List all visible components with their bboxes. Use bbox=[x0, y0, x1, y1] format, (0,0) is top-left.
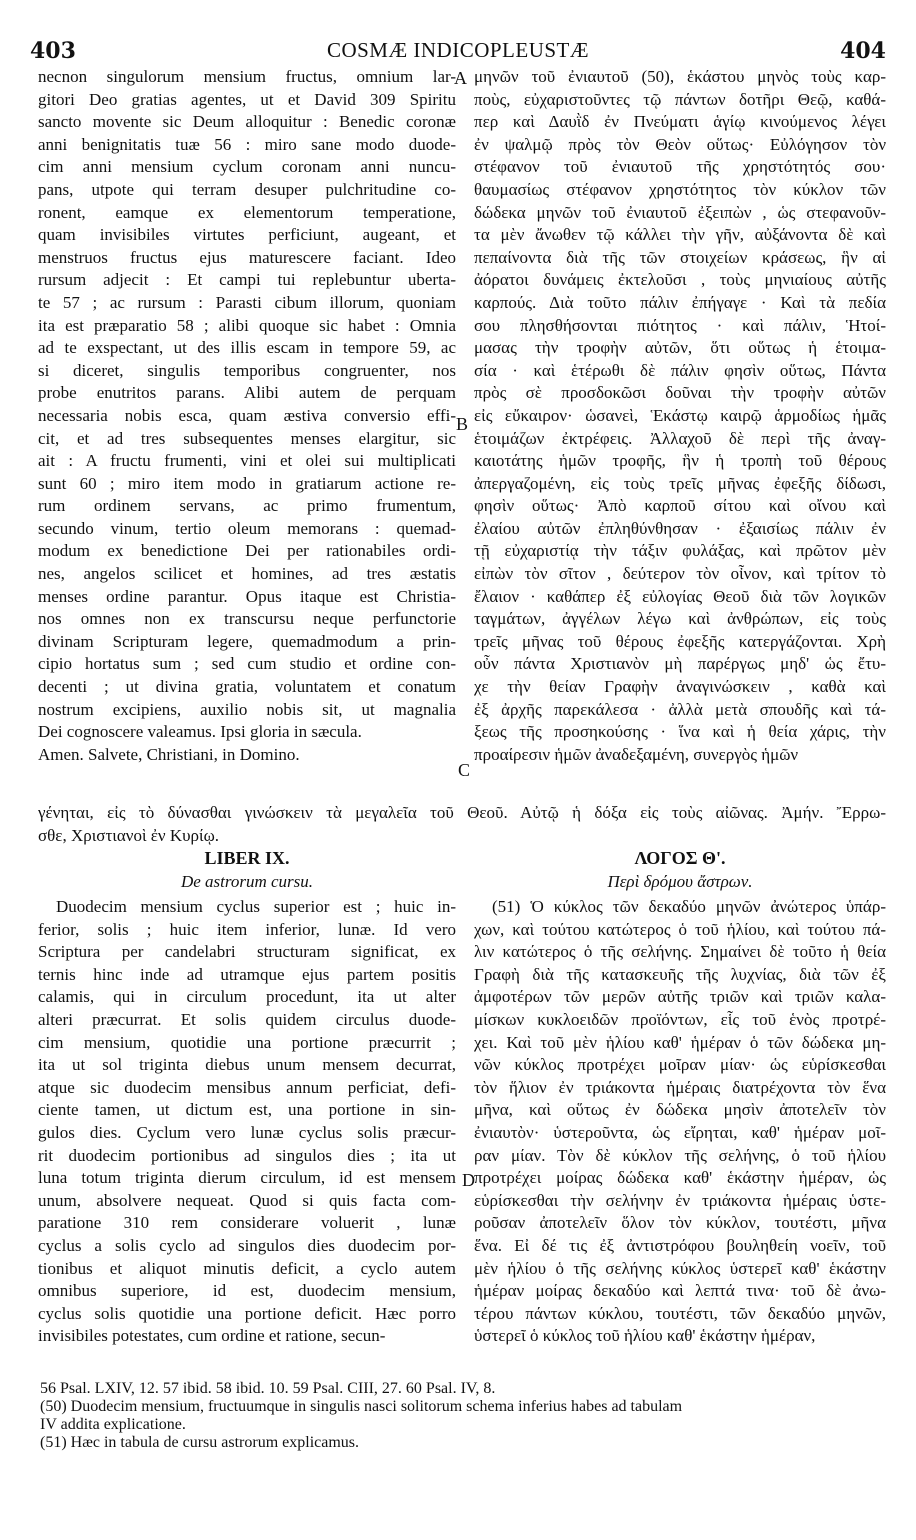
text-line: paratione 310 rem considerare voluerit , lunæ bbox=[38, 1213, 456, 1233]
footnote-line: (50) Duodecim mensium, fructuumque in singulis nasci solitorum schema inferius habes ad tabulam bbox=[40, 1398, 683, 1415]
text-line: ait : A fructu frumenti, vini et olei sui multiplicati bbox=[38, 451, 456, 471]
text-line: πεπαίνοντα διὰ τῆς τῶν στοιχείων κράσεως, ἣν αἱ bbox=[474, 247, 886, 267]
text-line: γένηται, εἰς τὸ δύνασθαι γινώσκειν τὰ μεγαλεῖα τοῦ Θεοῦ. Αὐτῷ ἡ δόξα εἰς τοὺς αἰῶνας. Ἀμήν. Ἔρρω- bbox=[38, 803, 886, 822]
text-line: χει. Καὶ τοῦ μὲν ἡλίου καθ' ἡμέραν ὁ τῶν δώδεκα μη- bbox=[474, 1032, 886, 1052]
footnotes bbox=[40, 1380, 886, 1452]
text-line: προαίρεσιν ἡμῶν ἀναδεξαμένη, συνεργὸς ἡμῶν bbox=[474, 744, 799, 764]
text-line: εὑρίσκεσθαι τὴν σελήνην ἐν τριάκοντα ἡμέραις ὑστε- bbox=[474, 1190, 886, 1210]
greek-column-top bbox=[474, 66, 886, 766]
text-line: ronent, eamque ex elementorum temperatione, bbox=[38, 202, 456, 222]
text-line: Γραφὴ διὰ τῆς κατασκευῆς τῆς λυχνίας, διὰ τῶν ἐξ bbox=[474, 964, 886, 984]
text-line: ραν μίαν. Τὸν δὲ κύκλον τῆς σελήνης, ὁ τοῦ ἡλίου bbox=[474, 1145, 886, 1165]
text-line: nostrum excipiens, auxilio nobis sit, ut magnalia bbox=[38, 699, 456, 719]
text-line: tionibus et aliquot minutis deficit, a cyclo autem bbox=[38, 1258, 456, 1278]
text-line: μασας τὴν τροφὴν αὐτῶν, ὅτι οὕτως ἡ ἑτοιμα- bbox=[474, 338, 886, 358]
text-line: καιοτάτης ἡμῶν τροφῆς, ἣν ἡ τροπὴ τοῦ θέρους bbox=[474, 451, 886, 471]
text-line: ἔλαιον · καθάπερ ἐξ εὐλογίας Θεοῦ διὰ τῶν λογικῶν bbox=[474, 586, 886, 606]
margin-letter-d: D bbox=[462, 1170, 475, 1190]
text-line: cyclus a solis cyclo ad singulos dies duodecim por- bbox=[38, 1235, 456, 1255]
text-line: cim mensium, quotidie una portione præcurrit ; bbox=[38, 1032, 456, 1052]
text-line: menses ordine parantur. Opus itaque est Christia- bbox=[38, 586, 456, 606]
text-line: στέφανον τοῦ ἐνιαυτοῦ τῆς χρηστότητός σου· bbox=[474, 157, 886, 177]
text-line: Scriptura per candelabri structuram significat, ex bbox=[38, 942, 456, 962]
margin-letter-c: C bbox=[458, 760, 471, 780]
text-line: τρεῖς μῆνας τοῦ θέρους ἐφεξῆς κατεργάζονται. Χρὴ bbox=[474, 631, 886, 651]
text-line: ad te exspectant, ut des illis escam in tempore 59, ac bbox=[38, 338, 456, 358]
text-line: atque sic duodecim mensibus annum perficiat, defi- bbox=[38, 1077, 456, 1097]
text-line: gitori Deo gratias agentes, ut et David 309 Spiritu bbox=[38, 89, 456, 109]
text-line: δώδεκα μηνῶν τοῦ ἐνιαυτοῦ ἐξειπὼν , ὡς στεφανοῦν- bbox=[474, 202, 886, 222]
text-line: φησὶν οὕτως· Ἀπὸ καρποῦ σίτου καὶ οἴνου καὶ bbox=[474, 496, 886, 516]
text-line: ξεως τῆς προσηκούσης · ἵνα καὶ ἡ θεία χάρις, τὴν bbox=[474, 722, 886, 742]
text-line: λιν κατώτερος ὁ τῆς σελήνης. Σημαίνει δὲ τοῦτο ἡ θεία bbox=[474, 942, 886, 962]
text-line: Amen. Salvete, Christiani, in Domino. bbox=[38, 744, 300, 764]
text-line: probe enutritos parans. Alibi autem de perquam bbox=[38, 383, 456, 403]
text-line: rursum adjecit : Et campi tui replebuntur uberta- bbox=[38, 270, 456, 290]
text-line: οὖν πάντα Χριστιανὸν μὴ παρέργως μηδ' ὡς ἔτυ- bbox=[474, 654, 886, 674]
running-title: COSMÆ INDICOPLEUSTÆ bbox=[326, 38, 590, 62]
text-line: ἀπεργαζομένη, εἰς τοὺς τρεῖς μῆνας ἐφεξῆς δίδωσι, bbox=[474, 473, 886, 493]
text-line: invisibiles potestates, cum ordine et ratione, secun- bbox=[38, 1326, 386, 1346]
text-line: Duodecim mensium cyclus superior est ; huic in- bbox=[56, 897, 456, 916]
text-line: θαυμασίως στέφανον χρηστότητος τὸν κύκλον τῶν bbox=[474, 179, 886, 199]
text-line: προτρέχει μοίρας δώδεκα καθ' ἑκάστην ἡμέραν, ὡς bbox=[474, 1168, 886, 1188]
text-line: μῆνα, καὶ οὕτως ἐν δώδεκα μησὶν ἀποτελεῖν τὸν bbox=[474, 1100, 886, 1120]
text-line: divinam Scripturam legere, quemadmodum a prin- bbox=[38, 631, 456, 651]
text-line: εἰς εὔκαιρον· ὡσανεὶ, Ἑκάστῳ καιρῷ ἁρμοδίως ἡμᾶς bbox=[474, 405, 886, 425]
text-line: modum ex benedictione Dei per rationabiles ordi- bbox=[38, 541, 456, 561]
greek-column-bottom bbox=[474, 896, 886, 1348]
text-line: omnibus superiore, id est, duodecim mensium, bbox=[38, 1281, 456, 1301]
margin-letter-a: A bbox=[454, 68, 467, 88]
text-line: ἐν ψαλμῷ πρὸς τὸν Θεὸν οὕτως· Εὐλόγησον τὸν bbox=[474, 134, 886, 154]
text-line: cim anni mensium cyclum coronam anni nuncu- bbox=[38, 157, 456, 177]
text-line: cipio hortatus sum ; sed cum studio et ordine con- bbox=[38, 654, 456, 674]
text-line: menstruos fructus ejus maturescere faciant. Ideo bbox=[38, 247, 456, 267]
text-line: περ καὶ Δαυῒδ ἐν Πνεύματι ἁγίῳ κινούμενος λέγει bbox=[474, 112, 886, 132]
text-line: σθε, Χριστιανοὶ ἐν Κυρίῳ. bbox=[38, 825, 220, 845]
text-line: τὸν ἥλιον ἐν τριάκοντα ἡμέραις διατρέχοντα τὸν ἕνα bbox=[474, 1077, 886, 1097]
latin-book-title: LIBER IX. bbox=[204, 848, 290, 868]
text-line: ἐνιαυτὸν· ὑστεροῦντα, ὡς εἴρηται, καθ' ἡμέραν μοῖ- bbox=[474, 1122, 886, 1142]
text-line: ἑτοιμάζων ἐκτρέφεις. Ἀλλαχοῦ δὲ περὶ τῆς ἀναγ- bbox=[474, 428, 886, 448]
text-line: cyclus solis quotidie una portione deficit. Hæc porro bbox=[38, 1303, 456, 1323]
text-line: τέρου πάντων κύκλου, τουτέστι, τῶν δεκαδύο μηνῶν, bbox=[474, 1303, 886, 1323]
footnote-line: 56 Psal. LXIV, 12. 57 ibid. 58 ibid. 10. 59 Psal. CIII, 27. 60 Psal. IV, 8. bbox=[40, 1380, 496, 1397]
text-line: quam invisibiles virtutes perficiunt, augeant, et bbox=[38, 225, 456, 245]
text-line: ἀόρατοι δυνάμεις ἐκτελοῦσι , τοὺς μηνιαίους αὐτῆς bbox=[474, 270, 886, 290]
text-line: τῇ εὐχαριστίᾳ τὴν τάξιν φυλάξας, καὶ πρῶτον μὲν bbox=[474, 541, 886, 561]
text-line: Dei cognoscere valeamus. Ipsi gloria in sæcula. bbox=[38, 722, 362, 742]
text-line: calamis, qui in circulum procedunt, ita ut alter bbox=[38, 987, 456, 1007]
text-line: (51) Ὁ κύκλος τῶν δεκαδύο μηνῶν ἀνώτερος ὑπάρ- bbox=[492, 897, 886, 916]
text-line: καρπούς. Διὰ τοῦτο πάλιν ἐπήγαγε · Καὶ τὰ πεδία bbox=[474, 292, 886, 312]
text-line: secundo vinum, tertio oleum memorans : quemad- bbox=[38, 518, 456, 538]
text-line: μηνῶν τοῦ ἐνιαυτοῦ (50), ἑκάστου μηνὸς τοὺς καρ- bbox=[474, 67, 886, 86]
text-line: nes, angelos scilicet et homines, ad tres æstatis bbox=[38, 564, 456, 584]
text-line: σία · καὶ ἑτέρωθι δὲ πάλιν φησὶν οὕτως, Πάντα bbox=[474, 360, 886, 380]
text-line: μὲν ἡλίου ὁ τῆς σελήνης κύκλος ὑστερεῖ καθ' ἑκάστην bbox=[474, 1258, 886, 1278]
text-line: πρὸς σὲ προσδοκῶσι δοῦναι τὴν τροφὴν αὐτῶν bbox=[474, 383, 886, 403]
text-line: ὑστερεῖ ὁ κύκλος τοῦ ἡλίου καθ' ἑκάστην ἡμέραν, bbox=[474, 1326, 816, 1346]
text-line: alteri præcurrat. Et solis quidem circulus duode- bbox=[38, 1009, 456, 1029]
greek-book-title: ΛΟΓΟΣ Θ'. bbox=[634, 848, 726, 868]
text-line: ἐλαίου αὐτῶν ἐπληθύνθησαν · ἐξαισίως πάλιν ἐν bbox=[474, 518, 886, 538]
running-header bbox=[30, 38, 886, 68]
text-line: ἕνα. Εἰ δέ τις ἐξ ἀντιστρόφου βουληθείη νοεῖν, τοῦ bbox=[474, 1235, 886, 1255]
text-line: ἡμέραν μοίρας δεκαδύο καὶ λεπτά τινα· τοῦ δὲ ἀνω- bbox=[474, 1281, 886, 1301]
text-line: ἐξ ἀρχῆς παρεκάλεσα · ἀλλὰ μετὰ σπουδῆς καὶ τά- bbox=[474, 699, 886, 719]
text-line: ferior, solis ; huic item inferior, lunæ. Id vero bbox=[38, 919, 456, 939]
text-line: anni benignitatis tuæ 56 : miro sane modo duode- bbox=[38, 134, 456, 154]
page-number-left: 403 bbox=[30, 38, 76, 64]
text-line: nos omnes non ex transcursu neque perfunctorie bbox=[38, 609, 456, 629]
text-line: μίσκων κυκλοειδῶν προϊόντων, εἷς τοῦ ἑνὸς προτρέ- bbox=[474, 1009, 886, 1029]
latin-book-subtitle: De astrorum cursu. bbox=[180, 872, 314, 891]
footnote-line: IV addita explicatione. bbox=[40, 1416, 186, 1433]
greek-spanning-lines bbox=[38, 802, 886, 847]
text-line: χε τὴν θείαν Γραφὴν ἀναγινώσκειν , καθὰ καὶ bbox=[474, 677, 886, 697]
text-line: sancto movente sic Deum alloquitur : Benedic coronæ bbox=[38, 112, 456, 132]
text-line: νῶν κύκλος προτρέχει μοῖραν μίαν· ὡς εὑρίσκεσθαι bbox=[474, 1055, 886, 1075]
text-line: luna totum triginta dierum circulum, id est mensem bbox=[38, 1168, 456, 1188]
text-line: ροῦσαν ἀποτελεῖν ὅλον τὸν κύκλον, τουτέστι, μῆνα bbox=[474, 1213, 886, 1233]
text-line: ternis hinc inde ad utramque ejus partem positis bbox=[38, 964, 456, 984]
latin-column-bottom bbox=[38, 896, 456, 1348]
text-line: ita ut sol triginta diebus unum mensem decurrat, bbox=[38, 1055, 456, 1075]
text-line: necnon singulorum mensium fructus, omnium lar- bbox=[38, 67, 456, 86]
text-line: τα μὲν ἄνωθεν τῷ κάλλει τὴν γῆν, αὐξάνοντα δὲ καὶ bbox=[474, 225, 886, 245]
text-line: decenti ; ut divina gratia, voluntatem et conatum bbox=[38, 677, 456, 697]
text-line: ἀμφοτέρων τῶν μερῶν αὐτῆς τριῶν καὶ τριῶν καλα- bbox=[474, 987, 886, 1007]
text-line: ita est præparatio 58 ; alibi quoque sic habet : Omnia bbox=[38, 315, 456, 335]
text-line: te 57 ; ac rursum : Parasti cibum illorum, quoniam bbox=[38, 292, 456, 312]
footnote-line: (51) Hæc in tabula de cursu astrorum explicamus. bbox=[40, 1434, 360, 1451]
greek-book-subtitle: Περὶ δρόμου ἄστρων. bbox=[607, 872, 753, 891]
latin-column-top bbox=[38, 66, 456, 766]
text-line: σου πλησθήσονται πιότητος · καὶ πάλιν, Ἡτοί- bbox=[474, 315, 886, 335]
text-line: ciente tamen, ut dictum est, una portione in sin- bbox=[38, 1100, 456, 1120]
text-line: rum ordinem servans, ac primo frumentum, bbox=[38, 496, 456, 516]
text-line: cit, et ad tres subsequentes menses elargitur, sic bbox=[38, 428, 456, 448]
text-line: necessaria nobis esca, quam æstiva conversio effi- bbox=[38, 405, 456, 425]
text-line: εἰπὼν τὸν σῖτον , δεύτερον τὸν οἶνον, καὶ τρίτον τὸ bbox=[474, 564, 886, 584]
text-line: ποὺς, εὐχαριστοῦντες τῷ πάντων δοτῆρι Θεῷ, καθά- bbox=[474, 89, 886, 109]
text-line: ταγμάτων, ἀγγέλων λέγω καὶ ἀνθρώπων, εἰς τοὺς bbox=[474, 609, 886, 629]
text-line: sunt 60 ; miro item modo in gratiarum actione re- bbox=[38, 473, 456, 493]
text-line: χων, καὶ τούτου κατώτερος ὁ τοῦ ἡλίου, καὶ τούτου πά- bbox=[474, 919, 886, 939]
page-number-right: 404 bbox=[840, 38, 886, 64]
text-line: unum, absolvere nequeat. Quod si quis facta com- bbox=[38, 1190, 456, 1210]
text-line: rit duodecim portionibus ad singulos dies ; ita ut bbox=[38, 1145, 456, 1165]
text-line: pans, utpote qui terram desuper pulchritudine co- bbox=[38, 179, 456, 199]
text-line: si diceret, singulis temporibus congruenter, nos bbox=[38, 360, 456, 380]
text-line: gulos dies. Cyclum vero lunæ cyclus solis præcur- bbox=[38, 1122, 456, 1142]
margin-letter-b: B bbox=[456, 414, 469, 434]
